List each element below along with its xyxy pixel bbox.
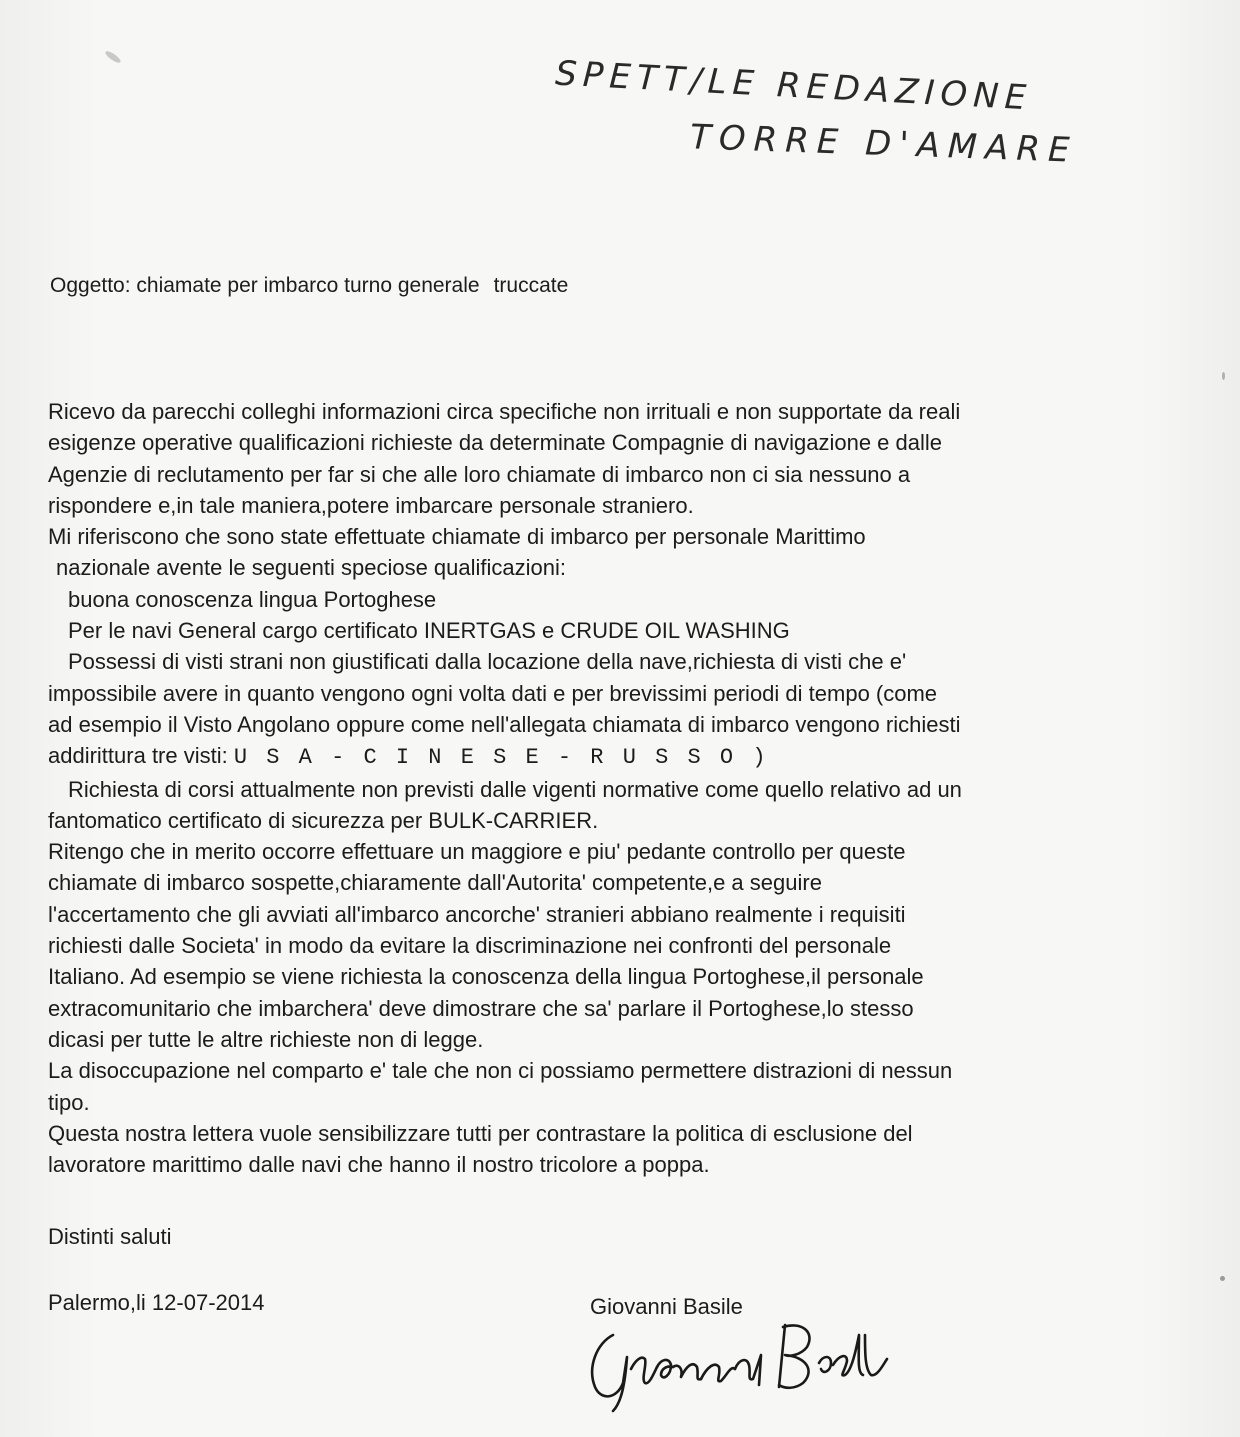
body-line: extracomunitario che imbarchera' deve dimostrare che sa' parlare il Portoghese,lo stesso: [48, 995, 914, 1021]
body-line: Ricevo da parecchi colleghi informazioni circa specifiche non irrituali e non supportate da reali: [48, 399, 961, 424]
body-line: chiamate di imbarco sospette,chiaramente dall'Autorita' competente,e a seguire: [48, 870, 822, 896]
body-line: impossibile avere in quanto vengono ogni volta dati e per brevissimi periodi di tempo (come: [48, 680, 938, 706]
body-line: dicasi per tutte le altre richieste non di legge.: [48, 1026, 484, 1052]
handwritten-signature: [575, 1295, 905, 1415]
body-line: nazionale avente le seguenti speciose qualificazioni:: [56, 555, 567, 581]
body-line: Agenzie di reclutamento per far si che alle loro chiamate di imbarco non ci sia nessuno a: [48, 461, 911, 487]
signer-name: Giovanni Basile: [590, 1294, 743, 1319]
subject-line: [50, 274, 568, 298]
recipient-line-2: TORRE D'AMARE: [689, 117, 1079, 171]
body-line: ad esempio il Visto Angolano oppure come nell'allegata chiamata di imbarco vengono richiesti: [48, 711, 961, 737]
body-line: tipo.: [48, 1089, 90, 1115]
body-line: l'accertamento che gli avviati all'imbarco ancorche' stranieri abbiano realmente i requisiti: [48, 901, 906, 927]
body-line: Ritengo che in merito occorre effettuare un maggiore e piu' pedante controllo per queste: [48, 839, 906, 865]
visti-list: U S A - C I N E S E - R U S S O ): [233, 745, 769, 771]
body-line: Richiesta di corsi attualmente non previsti dalle vigenti normative come quello relativo ad un: [68, 776, 962, 802]
paper-speck: [104, 49, 122, 64]
subject-trailer: truccate: [493, 274, 569, 297]
body-line: Italiano. Ad esempio se viene richiesta la conoscenza della lingua Portoghese,il personale: [48, 964, 924, 990]
body-line: lavoratore marittimo dalle navi che hanno il nostro tricolore a poppa.: [48, 1152, 710, 1178]
place-date: Palermo,li 12-07-2014: [48, 1290, 265, 1315]
body-line: buona conoscenza lingua Portoghese: [68, 586, 437, 612]
subject-text: Oggetto: chiamate per imbarco turno generale: [50, 274, 480, 297]
body-line: rispondere e,in tale maniera,potere imbarcare personale straniero.: [48, 492, 694, 518]
body-line: fantomatico certificato di sicurezza per BULK-CARRIER.: [48, 807, 599, 833]
paper-speck: [1220, 1276, 1225, 1281]
body-line: esigenze operative qualificazioni richieste da determinate Compagnie di navigazione e dalle: [48, 430, 942, 456]
paper-speck: [1222, 372, 1225, 380]
body-line: La disoccupazione nel comparto e' tale che non ci possiamo permettere distrazioni di nessun: [48, 1058, 953, 1084]
recipient-line-1: SPETT/LE REDAZIONE: [554, 53, 1034, 119]
body-line: Possessi di visti strani non giustificati dalla locazione della nave,richiesta di visti che e': [68, 649, 907, 675]
body-line: Questa nostra lettera vuole sensibilizzare tutti per contrastare la politica di esclusione del: [48, 1120, 913, 1146]
closing-saluti: Distinti saluti: [48, 1224, 172, 1249]
letter-body: [48, 396, 1198, 1180]
body-line: richiesti dalle Societa' in modo da evitare la discriminazione nei confronti del personale: [48, 933, 892, 959]
body-line: Per le navi General cargo certificato INERTGAS e CRUDE OIL WASHING: [68, 618, 790, 644]
body-line-visti: [48, 740, 1198, 773]
visti-intro: addirittura tre visti:: [48, 743, 228, 769]
body-line: Mi riferiscono che sono state effettuate chiamate di imbarco per personale Marittimo: [48, 524, 866, 550]
